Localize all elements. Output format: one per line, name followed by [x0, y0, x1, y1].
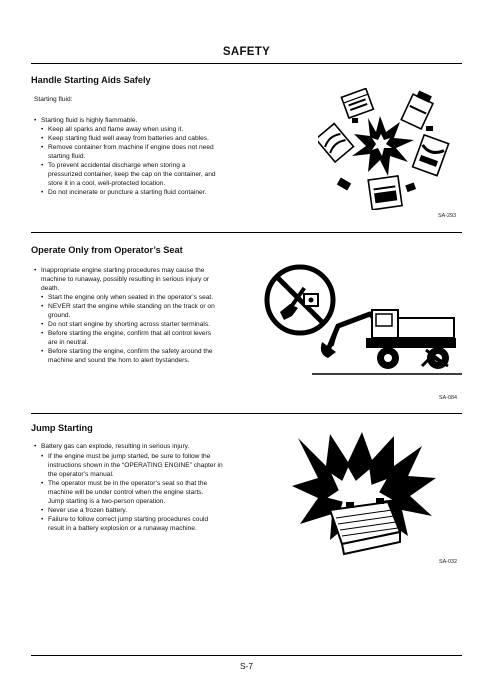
list-item: Remove container from machine if engine does not need: [48, 144, 214, 151]
bullet-marker: •: [41, 453, 44, 460]
list-item: To prevent accidental discharge when storing a: [48, 162, 186, 169]
bullet-marker: •: [41, 135, 44, 142]
footer-rule: [31, 655, 462, 656]
list-item: Keep all sparks and flame away when using it.: [48, 126, 184, 133]
section-intro: Starting fluid:: [34, 96, 73, 103]
list-item: Never use a frozen battery.: [48, 507, 128, 514]
list-item-continued: the operator’s manual.: [48, 471, 114, 478]
list-item: Before starting the engine, confirm the safety around the: [48, 348, 213, 355]
list-item: Inappropriate engine starting procedures may cause the: [41, 267, 205, 274]
bullet-marker: •: [41, 480, 44, 487]
list-item-continued: pressurized container, keep the cap on the container, and: [48, 171, 216, 178]
page-header-title: SAFETY: [222, 46, 271, 58]
list-item-continued: machine and sound the horn to alert bystanders.: [48, 357, 190, 364]
bullet-marker: •: [34, 267, 37, 274]
figure-id: SA-293: [438, 213, 456, 219]
header-rule: [31, 63, 462, 64]
bullet-marker: •: [41, 303, 44, 310]
list-item: Battery gas can explode, resulting in serious injury.: [41, 443, 190, 450]
bullet-marker: •: [41, 348, 44, 355]
section-divider: [31, 232, 462, 233]
list-item: Do not start engine by shorting across starter terminals.: [48, 321, 210, 328]
bullet-marker: •: [41, 507, 44, 514]
bullet-marker: •: [41, 330, 44, 337]
list-item: If the engine must be jump started, be sure to follow the: [48, 453, 211, 460]
page-number: S-7: [239, 661, 254, 671]
bullet-marker: •: [41, 126, 44, 133]
list-item: Keep starting fluid well away from batteries and cables.: [48, 135, 209, 142]
list-item-continued: instructions shown in the “OPERATING ENGINE” chapter in: [48, 462, 223, 469]
section-title: Handle Starting Aids Safely: [31, 75, 151, 85]
list-item-continued: store it in a cool, well-protected location.: [48, 180, 166, 187]
bullet-marker: •: [41, 144, 44, 151]
bullet-marker: •: [41, 516, 44, 523]
bullet-marker: •: [41, 321, 44, 328]
list-item: Starting fluid is highly flammable.: [41, 117, 138, 124]
list-item-continued: Jump starting is a two-person operation.: [48, 498, 166, 505]
figure-id: SA-032: [439, 559, 457, 565]
bullet-marker: •: [41, 294, 44, 301]
list-item: NEVER start the engine while standing on the track or on: [48, 303, 215, 310]
list-item: Failure to follow correct jump starting procedures could: [48, 516, 209, 523]
list-item-continued: death.: [41, 285, 60, 292]
figure-id: SA-084: [439, 395, 457, 401]
starting-fluid-explosion-illustration: [318, 88, 458, 210]
bullet-marker: •: [41, 162, 44, 169]
list-item: Do not incinerate or puncture a starting fluid container.: [48, 189, 207, 196]
bullet-marker: •: [41, 189, 44, 196]
list-item-continued: ground.: [48, 312, 71, 319]
list-item-continued: result in a battery explosion or a runaway machine.: [48, 525, 197, 532]
list-item: Before starting the engine, confirm that all control levers: [48, 330, 212, 337]
list-item-continued: starting fluid.: [48, 153, 86, 160]
section-title: Operate Only from Operator’s Seat: [31, 245, 183, 255]
operator-seat-illustration: [262, 262, 462, 384]
battery-explosion-illustration: [290, 432, 440, 556]
list-item-continued: machine to runaway, possibly resulting in serious injury or: [41, 276, 210, 283]
section-title: Jump Starting: [31, 423, 93, 433]
list-item: Start the engine only when seated in the operator’s seat.: [48, 294, 214, 301]
list-item-continued: are in neutral.: [48, 339, 89, 346]
bullet-marker: •: [34, 443, 37, 450]
list-item-continued: machine will be under control when the engine starts.: [48, 489, 204, 496]
section-divider: [31, 413, 462, 414]
list-item: The operator must be in the operator’s seat so that the: [48, 480, 208, 487]
bullet-marker: •: [34, 117, 37, 124]
